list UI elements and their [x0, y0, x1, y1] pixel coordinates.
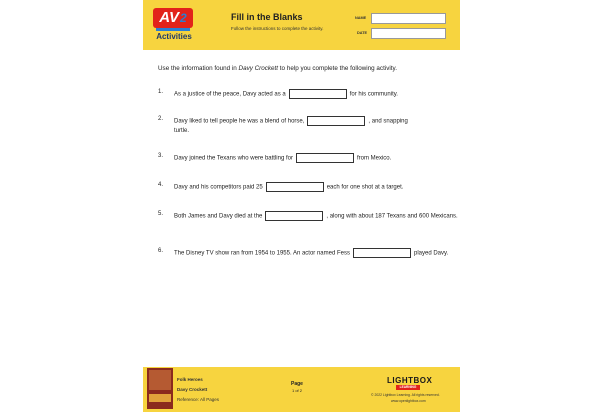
book-cover-image [147, 368, 173, 409]
lightbox-logo: LIGHTBOX [387, 376, 433, 385]
header-bar [143, 0, 460, 50]
footer-bar [143, 367, 460, 412]
website-link[interactable]: www.openlightbox.com [391, 399, 426, 403]
name-field[interactable] [371, 13, 446, 24]
page-number: 1 of 2 [291, 388, 302, 393]
logo-number: 2 [180, 11, 187, 25]
name-label: NAME [355, 16, 367, 20]
series-name: Folk Heroes [177, 377, 203, 382]
answer-blank-2[interactable] [307, 116, 365, 126]
date-label: DATE [357, 31, 368, 35]
copyright-text: © 2022 Lightbox Learning. All rights reserved. [371, 393, 440, 397]
answer-blank-4[interactable] [266, 182, 324, 192]
reference-note: Reference: All Pages [177, 397, 220, 402]
answer-blank-3[interactable] [296, 153, 354, 163]
answer-blank-6[interactable] [353, 248, 411, 258]
lightbox-learning-badge: LEARNING [396, 385, 420, 390]
av2-logo [148, 6, 200, 46]
page-subtitle: Follow the instructions to complete the activity. [231, 26, 324, 31]
instructions: Use the information found in Davy Crockett to help you complete the following activity. [158, 65, 397, 72]
page-title: Fill in the Blanks [231, 12, 303, 22]
answer-blank-1[interactable] [289, 89, 347, 99]
date-field[interactable] [371, 28, 446, 39]
book-title: Davy Crockett [177, 387, 208, 392]
logo-text: AV [159, 9, 180, 26]
book-reference: Davy Crockett [238, 65, 279, 72]
answer-blank-5[interactable] [265, 211, 323, 221]
logo-label: Activities [156, 32, 192, 41]
worksheet-page: AV2 Activities Fill in the Blanks Follow the instructions to complete the activity. NAME DATE Use the information found in Davy Crockett to help you complete the following activity. 1. As a justice of the peace, Davy acted as a for his community. 2. Davy liked to tell people he was a blend of horse, , and snapping turtle. 3. Davy joined the Texans who were battling for from Mexico. 4. Davy and his competitors paid 25 each for one shot at a target. 5. Both James and Davy died at the , along with about 187 Texans and 600 Mexicans. 6. The Disney TV show ran from 1954 to 1955. An actor named Fess played Davy. Folk Heroes Davy Crockett Reference: All Pages Page 1 of 2 LIGHTBOX LEARNING © 2022 Lightbox Learning. All rights reserved. www.openlightbox.com [143, 0, 460, 412]
page-label: Page [291, 381, 303, 387]
